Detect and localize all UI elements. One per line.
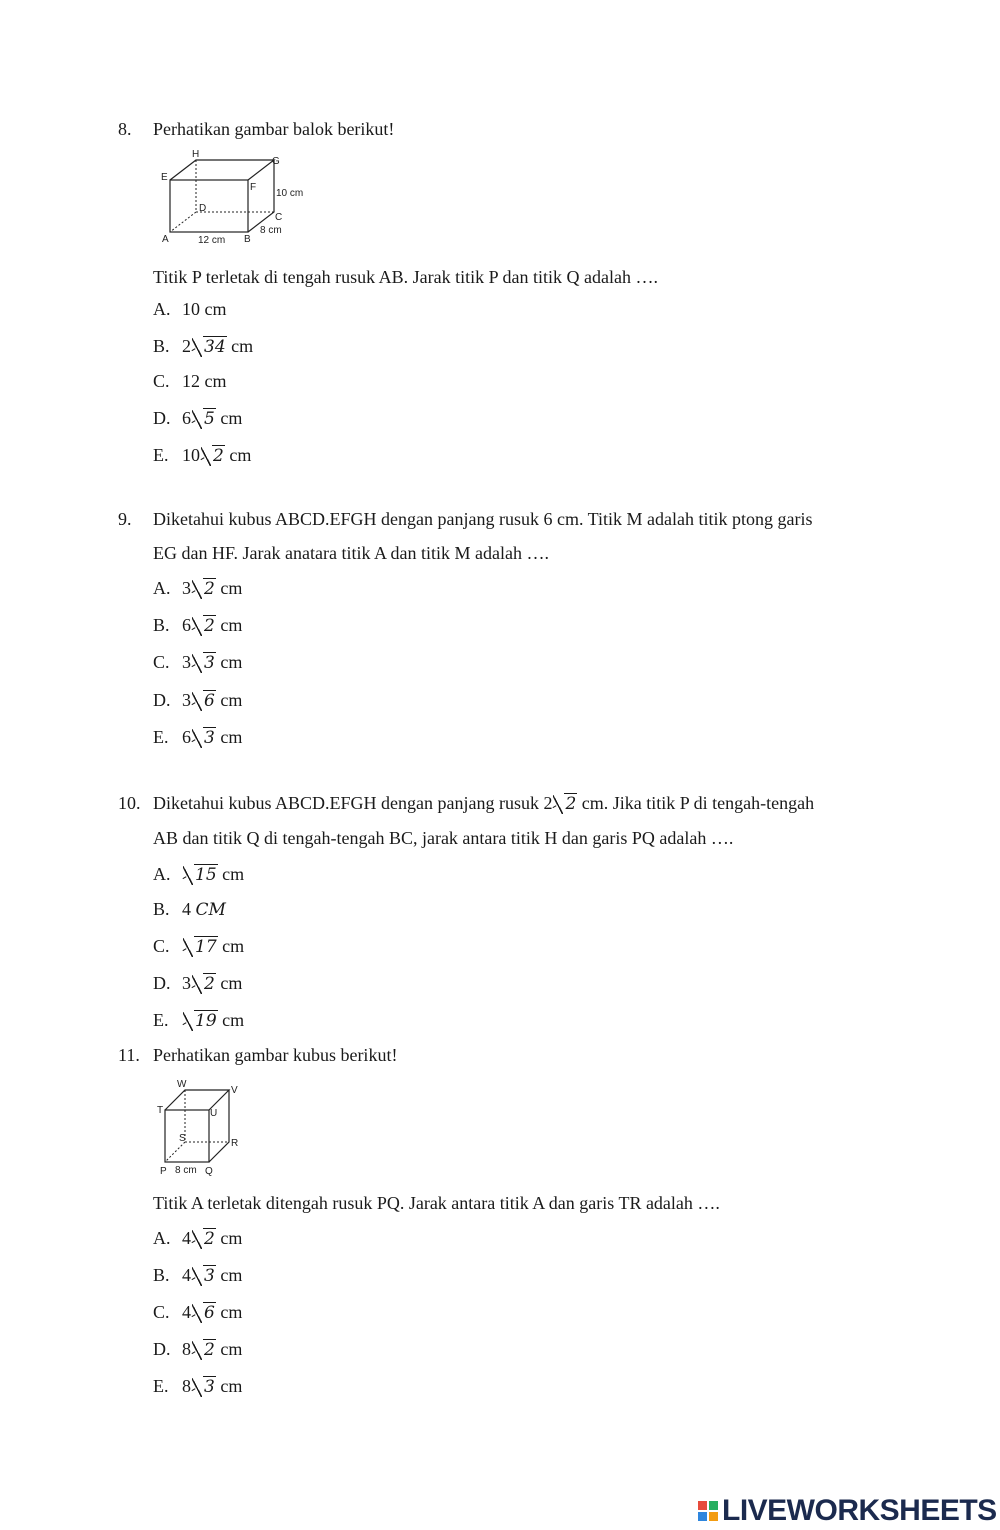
balok-figure — [158, 150, 308, 248]
label-P: P — [160, 1166, 167, 1177]
dim-height: 10 cm — [276, 188, 304, 199]
label-W: W — [177, 1079, 187, 1090]
label-V: V — [231, 1085, 238, 1096]
label-A: A — [162, 234, 169, 245]
question-number: 10. — [118, 793, 141, 813]
option-e[interactable]: E. 8 3 cm — [153, 1376, 243, 1397]
question-number: 8. — [118, 119, 132, 139]
question-stem: Perhatikan gambar kubus berikut! — [153, 1045, 398, 1065]
sqrt-sign: 2 — [201, 444, 225, 467]
label-R: R — [231, 1138, 239, 1149]
option-b[interactable]: B. 6 2 cm — [153, 615, 243, 636]
option-e[interactable]: E. 6 3 cm — [153, 727, 243, 748]
option-a[interactable]: A. 15 cm — [153, 864, 245, 885]
option-b[interactable]: B. 4 3 cm — [153, 1265, 243, 1286]
label-F: F — [250, 182, 257, 193]
logo-mark-icon — [698, 1501, 718, 1521]
option-b[interactable]: B. 2 34 cm — [153, 336, 254, 357]
question-stem-line-1: Diketahui kubus ABCD.EFGH dengan panjang rusuk 2 2 cm. Jika titik P di tengah-tengah — [153, 793, 815, 814]
label-B: B — [244, 234, 251, 245]
sqrt-sign: 2 — [553, 792, 577, 815]
option-b[interactable]: B. 4 CM — [153, 899, 226, 920]
dim-edge: 8 cm — [175, 1165, 197, 1176]
question-stem-after: Titik A terletak ditengah rusuk PQ. Jarak antara titik A dan garis TR adalah …. — [153, 1193, 720, 1213]
question-stem-line-1: Diketahui kubus ABCD.EFGH dengan panjang rusuk 6 cm. Titik M adalah titik ptong garis — [153, 509, 813, 529]
sqrt-sign: 34 — [192, 335, 227, 358]
label-Q: Q — [205, 1166, 213, 1177]
question-number: 11. — [118, 1045, 140, 1065]
question-stem-line-2: EG dan HF. Jarak anatara titik A dan titik M adalah …. — [153, 543, 549, 563]
option-d[interactable]: D. 3 6 cm — [153, 690, 243, 711]
label-U: U — [210, 1108, 218, 1119]
question-stem-line-2: AB dan titik Q di tengah-tengah BC, jarak antara titik H dan garis PQ adalah …. — [153, 828, 734, 848]
label-G: G — [272, 156, 280, 167]
label-C: C — [275, 212, 283, 223]
option-c[interactable]: C. 17 cm — [153, 936, 245, 957]
label-T: T — [157, 1105, 164, 1116]
option-a[interactable]: A. 3 2 cm — [153, 578, 243, 599]
dim-length: 12 cm — [198, 235, 226, 246]
label-H: H — [192, 150, 200, 160]
kubus-figure — [155, 1076, 250, 1178]
option-d[interactable]: D. 8 2 cm — [153, 1339, 243, 1360]
option-d[interactable]: D. 3 2 cm — [153, 973, 243, 994]
logo-text: LIVEWORKSHEETS — [722, 1494, 997, 1527]
option-d[interactable]: D. 6 5 cm — [153, 408, 243, 429]
option-c[interactable]: C. 3 3 cm — [153, 652, 243, 673]
question-stem-after: Titik P terletak di tengah rusuk AB. Jarak titik P dan titik Q adalah …. — [153, 267, 658, 287]
question-stem: Perhatikan gambar balok berikut! — [153, 119, 395, 139]
liveworksheets-logo[interactable] — [698, 1494, 997, 1528]
option-e[interactable]: E. 10 2 cm — [153, 445, 252, 466]
label-S: S — [179, 1133, 186, 1144]
label-E: E — [161, 172, 168, 183]
option-e[interactable]: E. 19 cm — [153, 1010, 245, 1031]
dim-width: 8 cm — [260, 225, 282, 236]
option-c[interactable]: C. 12 cm — [153, 371, 227, 391]
option-c[interactable]: C. 4 6 cm — [153, 1302, 243, 1323]
option-a[interactable]: A. 4 2 cm — [153, 1228, 243, 1249]
option-a[interactable]: A. 10 cm — [153, 299, 227, 319]
sqrt-sign: 5 — [192, 407, 216, 430]
question-number: 9. — [118, 509, 132, 529]
label-D: D — [199, 203, 207, 214]
